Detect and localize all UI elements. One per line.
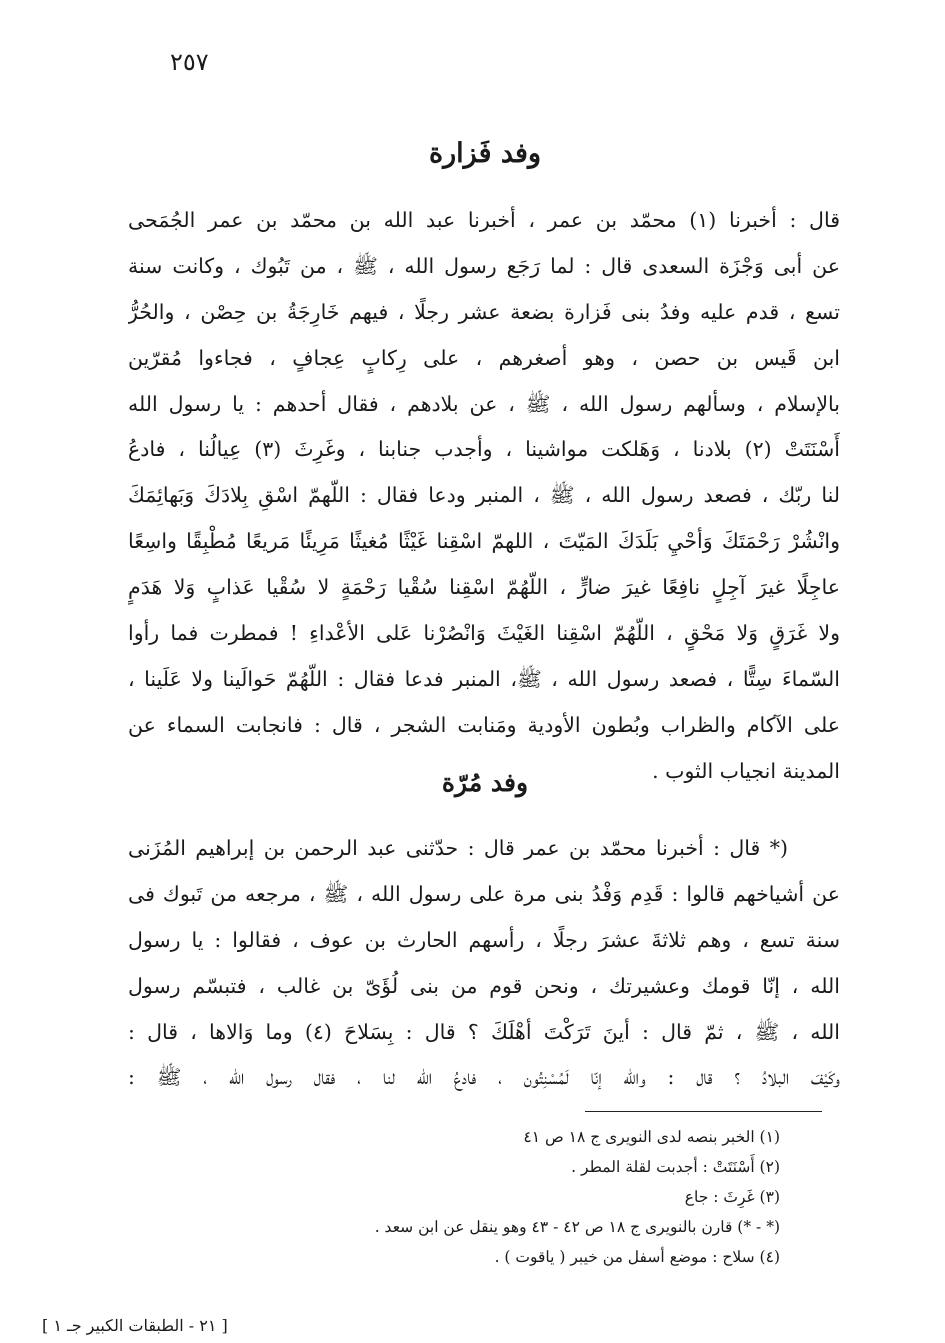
footer-signature: [ ٢١ - الطبقات الكبير جـ ١ ]: [42, 1316, 228, 1335]
text-line: الله ، ﷺ ، ثمّ قال : أينَ تَرَكْتَ أهْلَكَ ؟ قال : بِسَلاحَ (٤) وما وَالاها ، قال :: [128, 1019, 840, 1044]
text-line: المدينة انجياب الثوب .: [652, 758, 840, 783]
text-line: لنا ربّك ، فصعد رسول الله ، ﷺ ، المنبر ودعا فقال : اللّهمّ اسْقِ بِلادَكَ وَبَهائِمَكَ: [128, 483, 840, 508]
text-line: الله ، إنّا قومك وعشيرتك ، ونحن قوم من بنى لُؤَىّ بن غالب ، فتبسّم رسول: [128, 973, 840, 998]
text-line: أَسْنَتَتْ (٢) بلادنا ، وَهَلكت مواشينا ، وأجدب جنابنا ، وغَرِثَ (٣) عِيالُنا ، فادعُ: [128, 437, 840, 462]
footnote: (٣) غَرِثَ : جاع: [684, 1188, 780, 1206]
text-line: سنة تسع ، وهم ثلاثةَ عشرَ رجلًا ، رأسهم الحارث بن عوف ، فقالوا : يا رسول: [128, 927, 840, 952]
text-line: السّماءَ سِتًّا ، فصعد رسول الله ، ﷺ، المنبر فدعا فقال : اللّهُمّ حَوالَينا ولا عَلَينا ،: [128, 666, 840, 691]
section-title-fazara: وفد فَزارة: [428, 138, 541, 169]
footnotes: [150, 1122, 780, 1272]
text-line: ابن قَيس بن حصن ، وهو أصغرهم ، على رِكابٍ عِجافٍ ، فجاءوا مُقرّين: [128, 345, 840, 370]
footnote-divider: [585, 1111, 822, 1112]
text-line: عن أشياخهم قالوا : قَدِم وَفْدُ بنى مرة على رسول الله ، ﷺ ، مرجعه من تَبوك فى: [128, 881, 840, 906]
text-line: عن أبى وَجْزَة السعدى قال : لما رَجَع رسول الله ، ﷺ ، من تَبُوك ، وكانت سنة: [128, 253, 840, 278]
text-line: وانْشُرْ رَحْمَتَكَ وَأحْيِ بَلَدَكَ المَيّتَ ، اللهمّ اسْقِنا غَيْثًا مُغيثًا مَرِيئًا مَريعًا مُطْبِقًا واسِعًا: [128, 529, 840, 554]
section-title-murra: وفد مُرّة: [441, 768, 529, 797]
section-body-murra: [128, 826, 840, 1101]
text-line: (* قال : أخبرنا محمّد بن عمر قال : حدّثنى عبد الرحمن بن إبراهيم المُزَنى: [128, 836, 788, 860]
footnote: (٤) سلاح : موضع أسفل من خيبر ( ياقوت ) .: [494, 1248, 780, 1266]
section-body-fazara: [128, 198, 840, 795]
text-line: تسع ، قدم عليه وفدُ بنى فَزارة بضعة عشر رجلًا ، فيهم خَارِجَةُ بن حِصْن ، والحُرُّ: [128, 299, 840, 324]
footnote: (٢) أَسْنَتَتْ : أجدبت لقلة المطر .: [571, 1158, 780, 1176]
text-line: وكَيْفَ البلادُ ؟ قال : والله إنّا لَمُسْنِتُون ، فادعُ الله لنا ، فقال رسول الله ، ﷺ :: [128, 1065, 840, 1090]
page-number: ٢٥٧: [170, 48, 209, 76]
footnote: (١) الخبر بنصه لدى النويرى ج ١٨ ص ٤١: [523, 1128, 780, 1146]
footnote: (* - *) قارن بالنويرى ج ١٨ ص ٤٢ - ٤٣ وهو ينقل عن ابن سعد .: [374, 1218, 780, 1236]
text-line: قال : أخبرنا (١) محمّد بن عمر ، أخبرنا عبد الله بن محمّد بن عمر الجُمَحى: [128, 208, 840, 232]
text-line: عاجِلًا غيرَ آجِلٍ نافِعًا غيرَ ضارٍّ ، اللّهُمّ اسْقِنا سُقْيا رَحْمَةٍ لا سُقْيا عَذابٍ وَلا هَدَمٍ: [128, 575, 840, 600]
text-line: على الآكام والظراب وبُطون الأودية ومَنابت الشجر ، قال : فانجابت السماء عن: [128, 712, 840, 737]
text-line: ولا غَرَقٍ وَلا مَحْقٍ ، اللّهُمّ اسْقِنا الغَيْثَ وَانْصُرْنا عَلى الأعْداءِ ! فمطرت فما رأوا: [128, 621, 840, 646]
text-line: بالإسلام ، وسألهم رسول الله ، ﷺ ، عن بلادهم ، فقال أحدهم : يا رسول الله: [128, 391, 840, 416]
